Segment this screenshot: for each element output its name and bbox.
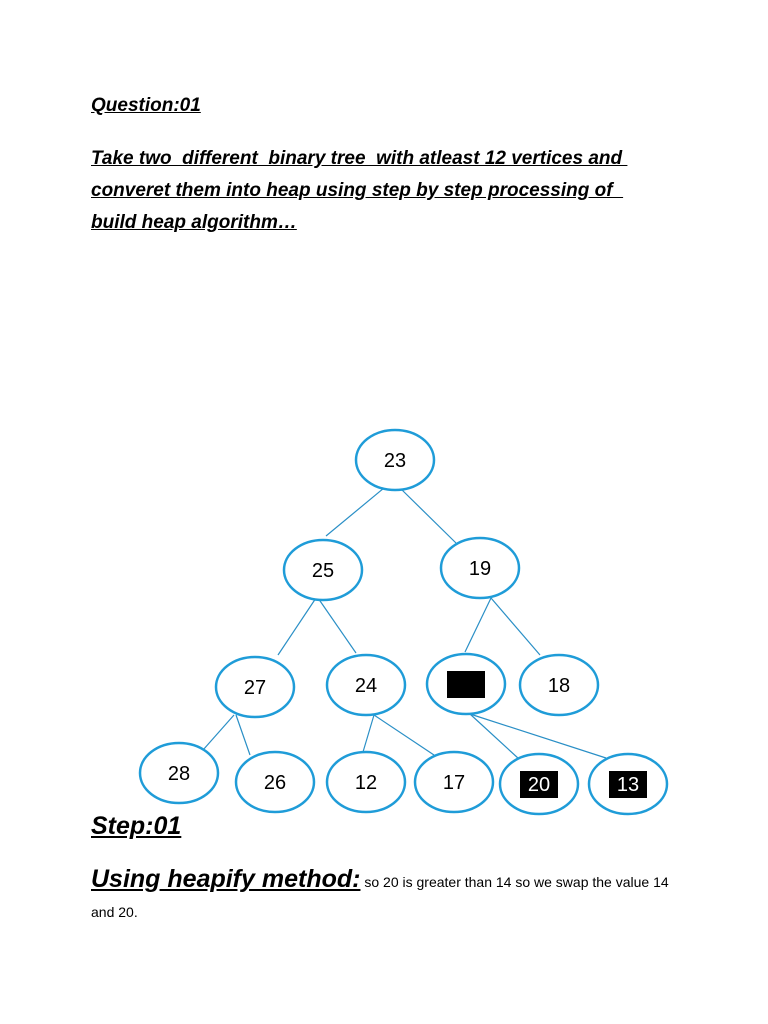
tree-node-label: 17 — [442, 772, 466, 794]
question-line-3: build heap algorithm… — [91, 212, 297, 233]
step-explanation: so 20 is greater than 14 so we swap the value 14 and 20. — [91, 874, 669, 920]
tree-edges — [203, 488, 606, 759]
tree-node-label: 20 — [527, 774, 551, 796]
tree-node-12 — [327, 752, 405, 812]
tree-edge-19-blk — [465, 598, 491, 652]
tree-node-18 — [520, 655, 598, 715]
tree-edge-25-24 — [318, 598, 356, 653]
tree-edge-27-28 — [203, 715, 234, 750]
tree-node-hidden — [427, 654, 505, 714]
tree-node-28 — [140, 743, 218, 803]
tree-node-label: 23 — [383, 450, 407, 472]
tree-node-label: 27 — [243, 677, 267, 699]
method-title: Using heapify method: — [91, 865, 361, 893]
tree-node-20 — [500, 754, 578, 814]
tree-edge-23-25 — [326, 488, 384, 536]
tree-node-27 — [216, 657, 294, 717]
highlight-box — [447, 671, 485, 698]
tree-edge-blk-13 — [470, 714, 606, 758]
tree-node-label: 26 — [263, 772, 287, 794]
tree-edge-19-18 — [491, 598, 540, 655]
question-heading: Question:01 — [91, 95, 201, 116]
tree-edge-25-27 — [278, 598, 316, 655]
tree-node-label: 25 — [311, 560, 335, 582]
tree-nodes — [140, 430, 667, 814]
tree-node-label: 19 — [468, 558, 492, 580]
tree-node-label: 12 — [354, 772, 378, 794]
tree-node-label: 13 — [616, 774, 640, 796]
tree-node-label: 28 — [167, 763, 191, 785]
tree-node-label: 18 — [547, 675, 571, 697]
tree-node-23 — [356, 430, 434, 490]
tree-node-13 — [589, 754, 667, 814]
question-line-1: Take two different binary tree with atleast 12 vertices and — [91, 148, 628, 169]
tree-edge-blk-20 — [470, 714, 519, 759]
question-line-2: converet them into heap using step by step processing of — [91, 180, 624, 201]
tree-edge-27-26 — [236, 715, 250, 755]
step-heading: Step:01 — [91, 812, 182, 840]
tree-edge-23-19 — [400, 488, 456, 543]
tree-edge-24-12 — [363, 715, 374, 752]
tree-node-26 — [236, 752, 314, 812]
tree-edge-24-17 — [374, 715, 434, 755]
tree-node-25 — [284, 540, 362, 600]
tree-node-17 — [415, 752, 493, 812]
step-description — [91, 864, 691, 927]
tree-node-label: 24 — [354, 675, 378, 697]
tree-node-24 — [327, 655, 405, 715]
tree-node-19 — [441, 538, 519, 598]
